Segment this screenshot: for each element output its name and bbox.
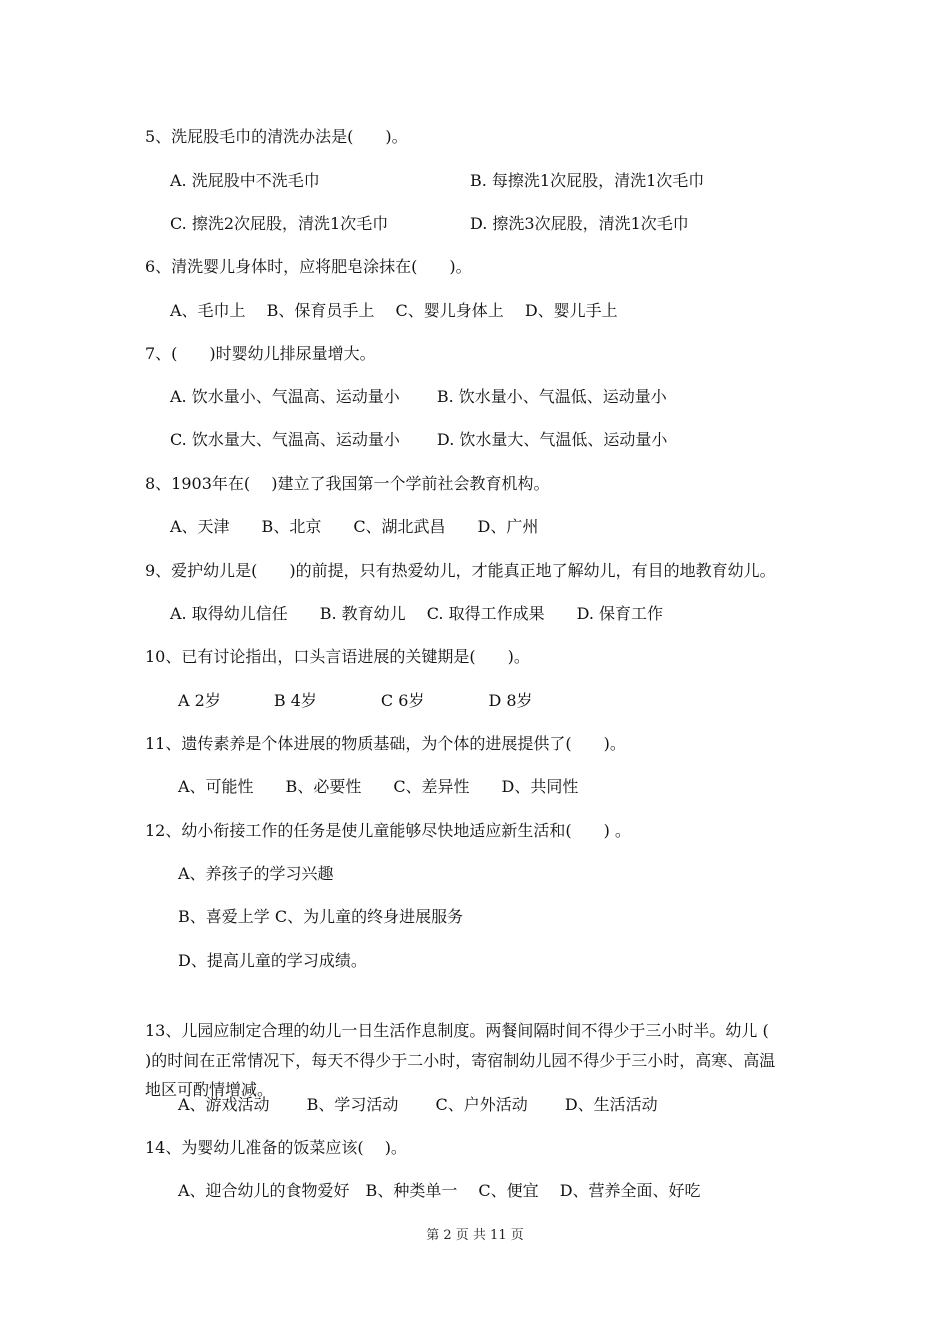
question-13-stem-line2: )的时间在正常情况下，每天不得少于二小时，寄宿制幼儿园不得少于三小时，高寒、高温 (145, 1051, 776, 1070)
question-14-options: A、迎合幼儿的食物爱好 B、种类单一 C、便宜 D、营养全面、好吃 (178, 1181, 701, 1200)
question-5-option-d: D. 擦洗3次屁股，清洗1次毛巾 (470, 214, 689, 233)
question-11-options: A、可能性 B、必要性 C、差异性 D、共同性 (178, 777, 579, 796)
question-12-option-d: D、提高儿童的学习成绩。 (178, 951, 367, 970)
question-13-stem-line3: 地区可酌情增减。 (145, 1080, 274, 1099)
question-7-options-ab: A. 饮水量小、气温高、运动量小 B. 饮水量小、气温低、运动量小 (170, 387, 667, 406)
question-7-stem: 7、( )时婴幼儿排尿量增大。 (145, 344, 376, 363)
question-5-option-a: A. 洗屁股中不洗毛巾 (170, 171, 320, 190)
question-6-stem: 6、清洗婴儿身体时，应将肥皂涂抹在( )。 (145, 257, 472, 276)
question-13-options: A、游戏活动 B、学习活动 C、户外活动 D、生活活动 (178, 1095, 658, 1114)
question-6-options: A、毛巾上 B、保育员手上 C、婴儿身体上 D、婴儿手上 (170, 301, 618, 320)
question-10-options: A 2岁 B 4岁 C 6岁 D 8岁 (178, 691, 533, 710)
question-13-stem-line1: 13、儿园应制定合理的幼儿一日生活作息制度。两餐间隔时间不得少于三小时半。幼儿 ( (145, 1021, 769, 1040)
question-12-option-a: A、养孩子的学习兴趣 (178, 864, 334, 883)
question-12-options-bc: B、喜爱上学 C、为儿童的终身进展服务 (178, 907, 464, 926)
page-footer: 第 2 页 共 11 页 (426, 1228, 524, 1243)
question-10-stem: 10、已有讨论指出，口头言语进展的关键期是( )。 (145, 647, 530, 666)
question-14-stem: 14、为婴幼儿准备的饭菜应该( )。 (145, 1138, 407, 1157)
question-7-options-cd: C. 饮水量大、气温高、运动量小 D. 饮水量大、气温低、运动量小 (170, 430, 668, 449)
question-11-stem: 11、遗传素养是个体进展的物质基础，为个体的进展提供了( )。 (145, 734, 626, 753)
question-5-stem: 5、洗屁股毛巾的清洗办法是( )。 (145, 127, 408, 146)
question-8-options: A、天津 B、北京 C、湖北武昌 D、广州 (170, 517, 539, 536)
question-12-stem: 12、幼小衔接工作的任务是使儿童能够尽快地适应新生活和( ) 。 (145, 821, 631, 840)
question-5-option-c: C. 擦洗2次屁股，清洗1次毛巾 (170, 214, 389, 233)
question-5-option-b: B. 每擦洗1次屁股，清洗1次毛巾 (470, 171, 705, 190)
question-9-options: A. 取得幼儿信任 B. 教育幼儿 C. 取得工作成果 D. 保育工作 (170, 604, 664, 623)
question-9-stem: 9、爱护幼儿是( )的前提，只有热爱幼儿，才能真正地了解幼儿，有目的地教育幼儿。 (145, 561, 776, 580)
question-8-stem: 8、1903年在( )建立了我国第一个学前社会教育机构。 (145, 474, 550, 493)
